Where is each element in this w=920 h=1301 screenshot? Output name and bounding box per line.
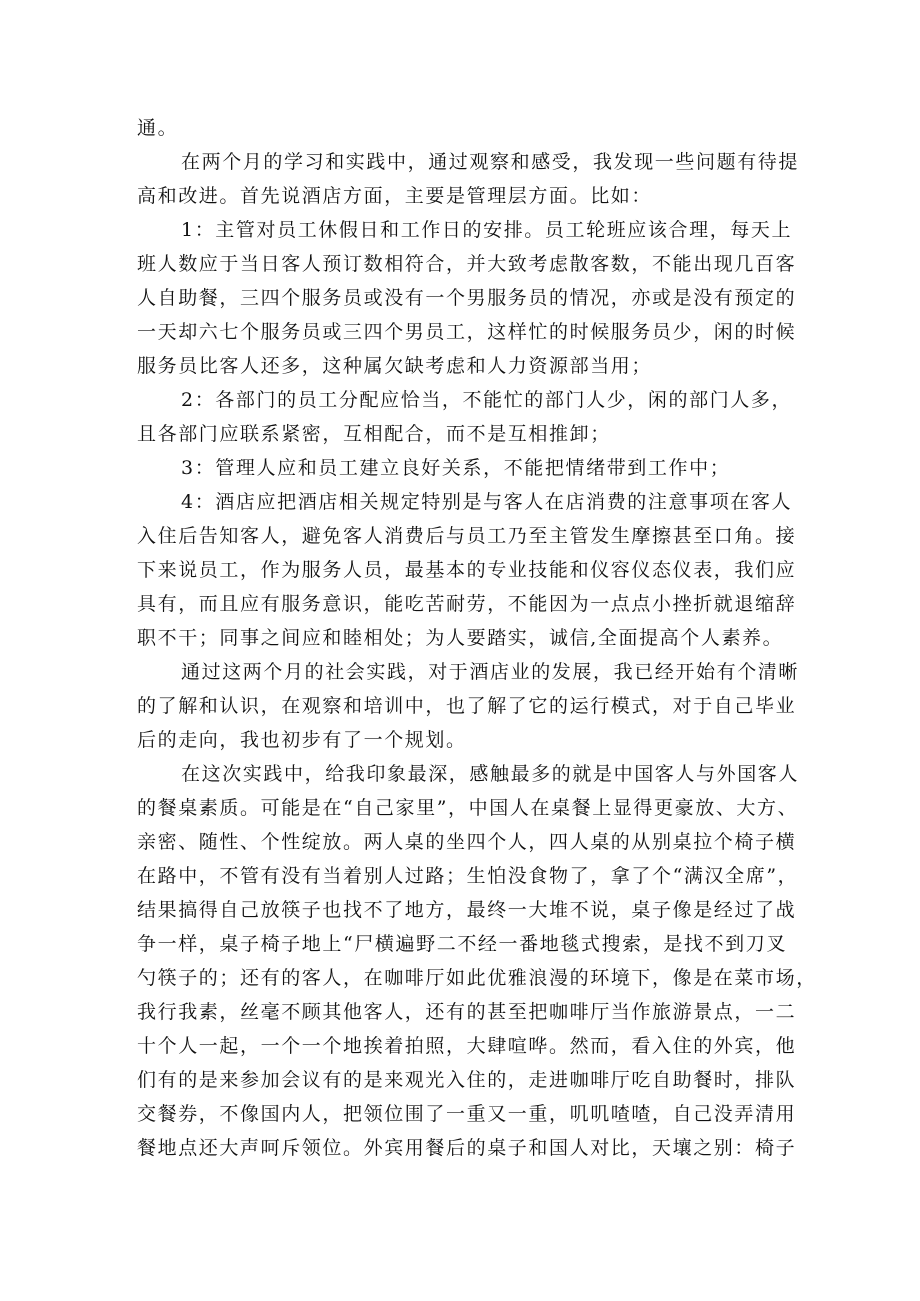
text-line: 2：各部门的员工分配应恰当，不能忙的部门人少，闲的部门人多， xyxy=(181,389,793,411)
document-body xyxy=(137,111,817,1165)
text-line: 们有的是来参加会议有的是来观光入住的，走进咖啡厅吃自助餐时，排队 xyxy=(137,1069,797,1091)
text-line: 结果搞得自己放筷子也找不了地方，最终一大堆不说，桌子像是经过了战 xyxy=(137,899,797,921)
text-line: 在这次实践中，给我印象最深，感触最多的就是中国客人与外国客人 xyxy=(181,763,800,785)
text-line: 在两个月的学习和实践中，通过观察和感受，我发现一些问题有待提 xyxy=(181,151,800,173)
text-line: 人自助餐，三四个服务员或没有一个男服务员的情况，亦或是没有预定的 xyxy=(137,287,797,309)
text-line: 十个人一起，一个一个地挨着拍照，大肆喧哗。然而，看入住的外宾，他 xyxy=(137,1035,797,1057)
text-line: 的餐桌素质。可能是在“自己家里”，中国人在桌餐上显得更豪放、大方、 xyxy=(137,797,799,819)
text-line: 入住后告知客人，避免客人消费后与员工乃至主管发生摩擦甚至口角。接 xyxy=(137,525,797,547)
text-line: 3：管理人应和员工建立良好关系，不能把情绪带到工作中； xyxy=(181,457,731,479)
text-line: 勺筷子的；还有的客人，在咖啡厅如此优雅浪漫的环境下，像是在菜市场， xyxy=(137,967,817,989)
text-line: 我行我素，丝毫不顾其他客人，还有的甚至把咖啡厅当作旅游景点，一二 xyxy=(137,1001,797,1023)
text-line: 职不干；同事之间应和睦相处；为人要踏实，诚信,全面提高个人素养。 xyxy=(137,627,784,649)
text-line: 亲密、随性、个性绽放。两人桌的坐四个人，四人桌的从别桌拉个椅子横 xyxy=(137,831,797,853)
text-line: 高和改进。首先说酒店方面，主要是管理层方面。比如： xyxy=(137,185,653,207)
text-line: 在路中，不管有没有当着别人过路；生怕没食物了，拿了个“满汉全席”， xyxy=(137,865,799,887)
text-line: 下来说员工，作为服务人员，最基本的专业技能和仪容仪态仪表，我们应 xyxy=(137,559,797,581)
text-line: 通。 xyxy=(137,117,179,139)
text-line: 的了解和认识，在观察和培训中，也了解了它的运行模式，对于自己毕业 xyxy=(137,695,797,717)
text-line: 4：酒店应把酒店相关规定特别是与客人在店消费的注意事项在客人 xyxy=(181,491,793,513)
text-line: 后的走向，我也初步有了一个规划。 xyxy=(137,729,467,751)
text-line: 1：主管对员工休假日和工作日的安排。员工轮班应该合理，每天上 xyxy=(181,219,793,241)
text-line: 一天却六七个服务员或三四个男员工，这样忙的时候服务员少，闲的时候 xyxy=(137,321,797,343)
text-line: 具有，而且应有服务意识，能吃苦耐劳，不能因为一点点小挫折就退缩辞 xyxy=(137,593,797,615)
text-line: 交餐券，不像国内人，把领位围了一重又一重，叽叽喳喳，自己没弄清用 xyxy=(137,1103,797,1125)
text-line: 餐地点还大声呵斥领位。外宾用餐后的桌子和国人对比，天壤之别：椅子 xyxy=(137,1137,797,1159)
text-line: 且各部门应联系紧密，互相配合，而不是互相推卸； xyxy=(137,423,611,445)
text-line: 通过这两个月的社会实践，对于酒店业的发展，我已经开始有个清晰 xyxy=(181,661,800,683)
text-line: 争一样，桌子椅子地上“尸横遍野二不经一番地毯式搜索，是找不到刀叉 xyxy=(137,933,787,955)
text-line: 班人数应于当日客人预订数相符合，并大致考虑散客数，不能出现几百客 xyxy=(137,253,797,275)
text-line: 服务员比客人还多，这种属欠缺考虑和人力资源部当用； xyxy=(137,355,653,377)
